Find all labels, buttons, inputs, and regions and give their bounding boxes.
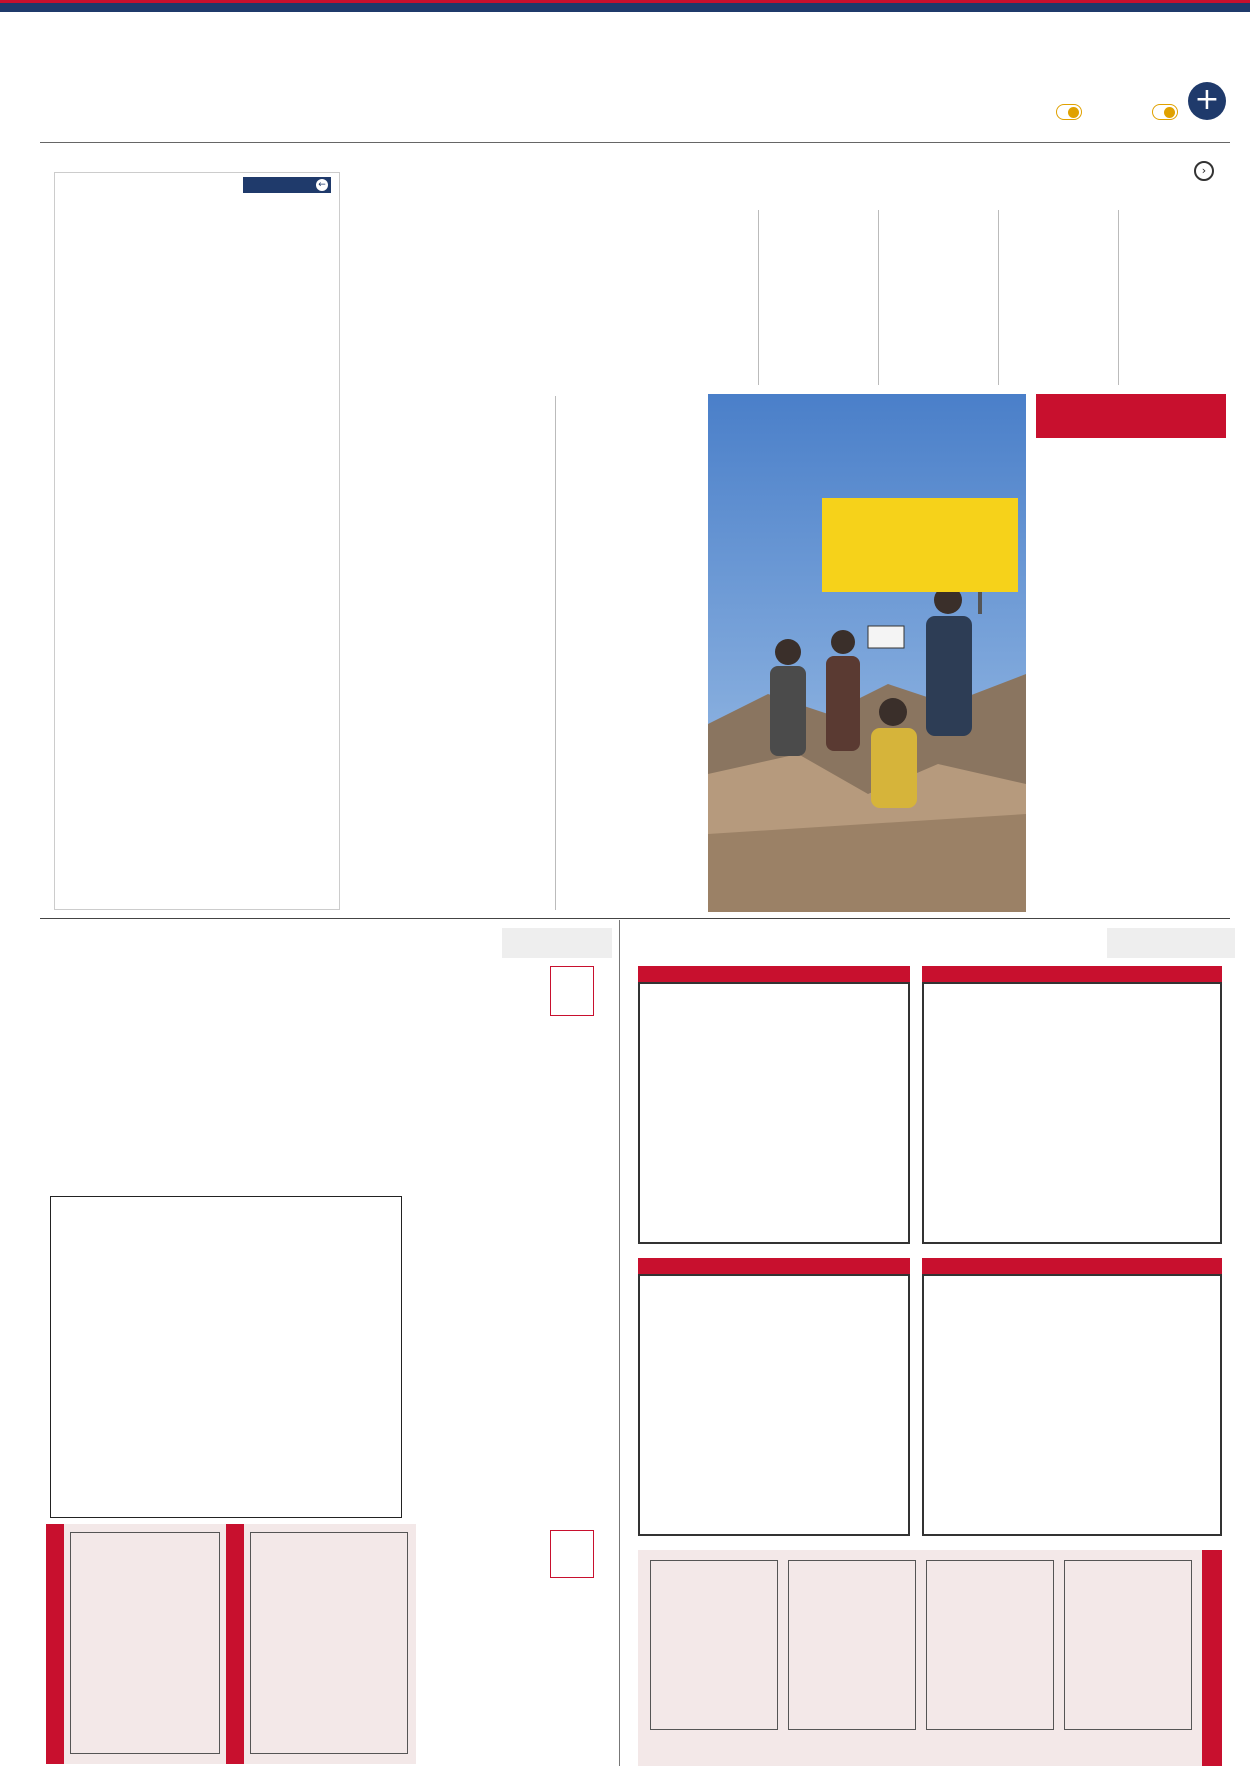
clues-v1 <box>430 1272 542 1502</box>
hard-label <box>922 1258 1222 1274</box>
clues-regular-2 <box>272 966 422 1146</box>
climb-photo <box>708 394 1026 912</box>
solution-regular-grid <box>250 1532 408 1754</box>
main-headline-block <box>360 158 1220 202</box>
social-handle[interactable] <box>1152 104 1178 120</box>
sudoku-header <box>630 928 1235 958</box>
col3-text <box>882 210 990 240</box>
news-tag <box>243 177 331 193</box>
sudoku-easy[interactable] <box>922 982 1222 1244</box>
social-handle-2[interactable] <box>1056 104 1082 120</box>
solution-regular-label <box>226 1524 244 1764</box>
clues-special-text <box>424 1530 542 1745</box>
left-story-box <box>54 172 340 910</box>
sudoku-medium[interactable] <box>638 982 910 1244</box>
solution-grid-1 <box>1064 1560 1192 1730</box>
crossword-header <box>46 928 612 958</box>
solution-special-grid <box>70 1532 220 1754</box>
solution-grid-4 <box>650 1560 778 1730</box>
crossword-row-numbers <box>404 1196 420 1518</box>
clues-v2 <box>272 1080 422 1130</box>
instagram-icon <box>1164 107 1175 118</box>
col3-text-b <box>882 244 990 354</box>
top-accent <box>0 0 1250 3</box>
climb-col-a <box>562 396 700 910</box>
very-hard-label <box>638 1258 910 1274</box>
plus-icon[interactable]: + <box>1188 82 1226 120</box>
clues-h2 <box>272 966 422 1076</box>
regular-label <box>550 966 594 1016</box>
sudoku-very-hard[interactable] <box>638 1274 910 1536</box>
side-box <box>1036 394 1226 912</box>
sudoku-label <box>1107 928 1235 958</box>
sudoku-hard[interactable] <box>922 1274 1222 1536</box>
solution-grid-2 <box>926 1560 1054 1730</box>
clues-side <box>114 966 264 1146</box>
crossword-title <box>502 928 612 958</box>
arrow-left-icon: ← <box>316 179 328 191</box>
solution-special-label <box>46 1524 64 1764</box>
sudoku-solutions <box>638 1550 1222 1766</box>
easy-label <box>922 966 1222 982</box>
special-label <box>550 1530 594 1578</box>
clues-h1 <box>430 966 542 1266</box>
sudoku-solution-label <box>1202 1550 1222 1766</box>
main-col-1 <box>1122 210 1220 386</box>
left-story-body <box>63 281 331 901</box>
clues-special <box>424 1530 542 1764</box>
mountain-photo-illustration <box>708 394 1026 912</box>
main-col-4 <box>762 210 870 386</box>
side-box-title <box>1036 394 1226 438</box>
main-col-3 <box>882 210 990 386</box>
solution-grid-3 <box>788 1560 916 1730</box>
clues-regular <box>430 966 542 1522</box>
crossword-column-numbers <box>50 1180 402 1194</box>
chevron-left-icon: ‹ <box>1194 161 1214 181</box>
crossword-grid[interactable] <box>50 1196 402 1518</box>
side-box-body <box>1036 444 1226 854</box>
medium-label <box>638 966 910 982</box>
climb-lead-box <box>822 498 1018 592</box>
telegram-icon <box>1068 107 1079 118</box>
main-col-5 <box>640 210 750 386</box>
climb-col-b <box>410 396 548 910</box>
main-col-2 <box>1002 210 1110 386</box>
crossword-solutions <box>46 1524 416 1764</box>
